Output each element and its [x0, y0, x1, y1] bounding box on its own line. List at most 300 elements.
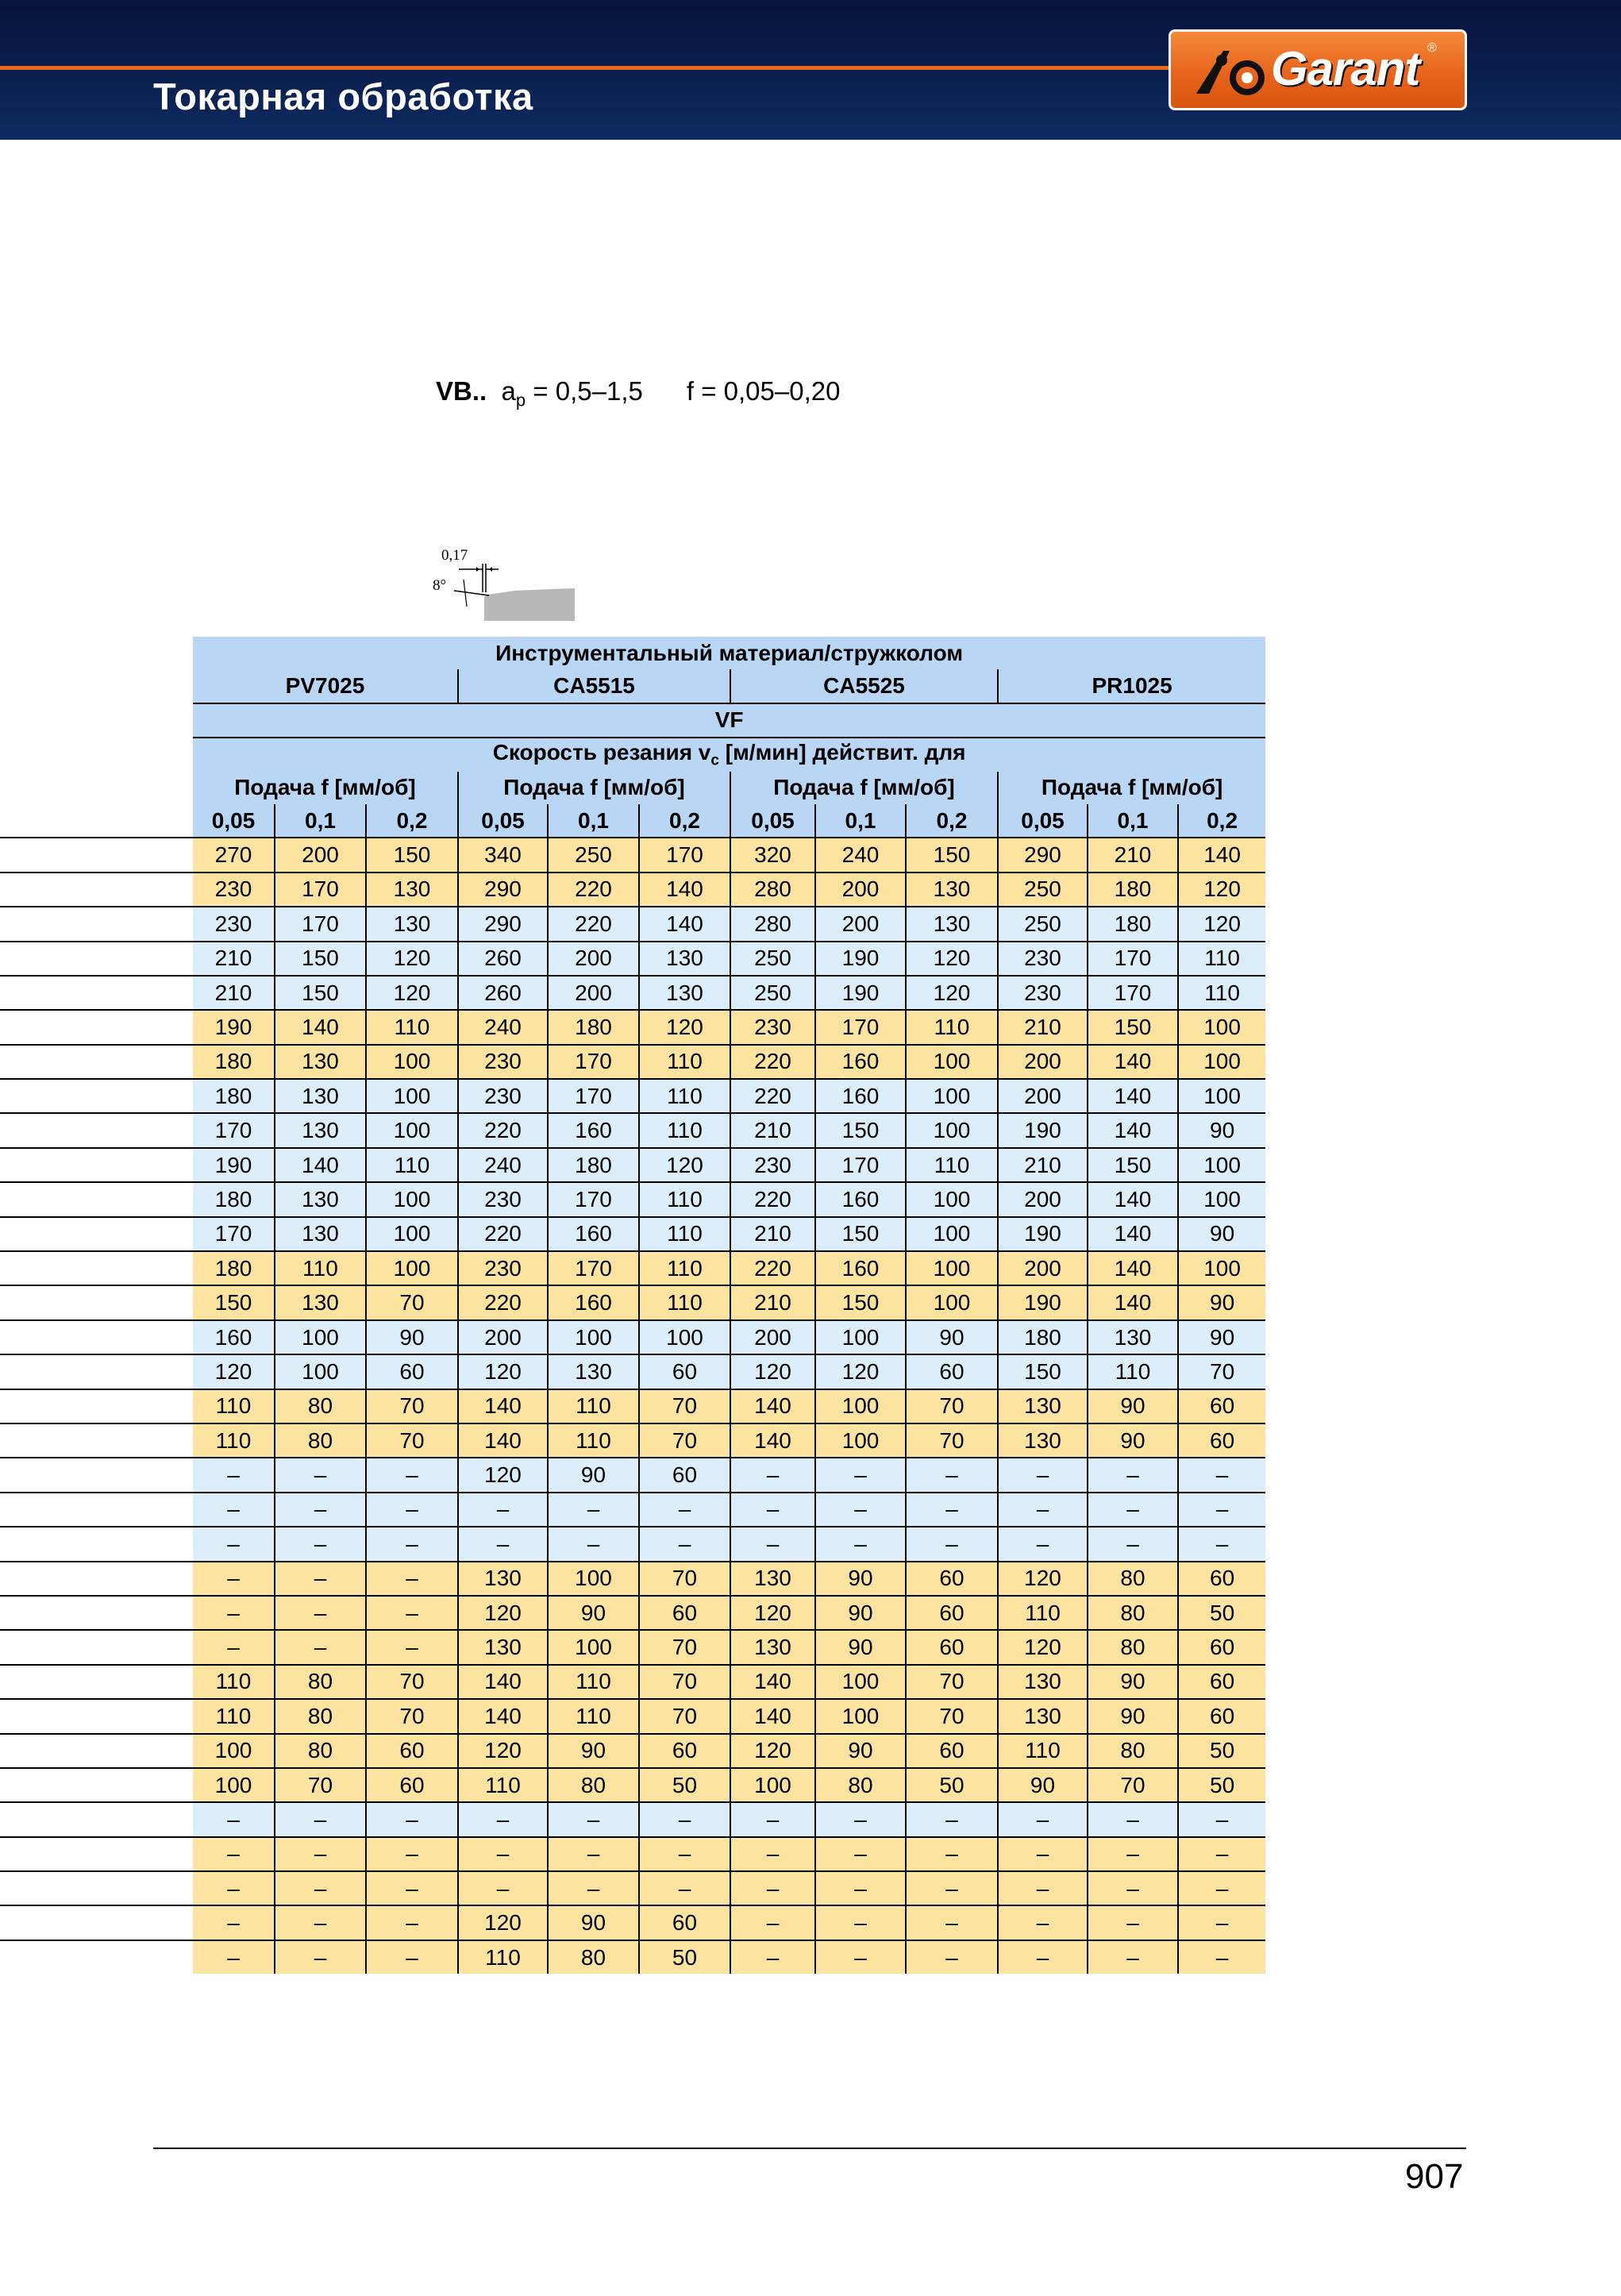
- table-cell: 110: [1178, 976, 1265, 1010]
- table-cell: –: [998, 1527, 1088, 1561]
- table-cell: –: [906, 1871, 998, 1905]
- table-cell: 130: [275, 1113, 366, 1147]
- table-cell: 100: [548, 1320, 639, 1354]
- table-cell: 60: [639, 1596, 730, 1630]
- table-cell: –: [639, 1802, 730, 1836]
- table-cell: 80: [1088, 1562, 1178, 1596]
- table-cell: –: [275, 1562, 366, 1596]
- table-cell: –: [193, 1905, 275, 1940]
- table-cell: 50: [1178, 1768, 1265, 1802]
- cutting-speed-table: [0, 637, 1265, 1974]
- table-cell: –: [998, 1802, 1088, 1836]
- row-spacer: [0, 1562, 193, 1596]
- table-cell: 250: [998, 907, 1088, 941]
- table-cell: 190: [193, 1010, 275, 1044]
- table-cell: 280: [730, 873, 815, 907]
- table-cell: 60: [639, 1734, 730, 1768]
- table-cell: 150: [815, 1285, 906, 1319]
- table-cell: 230: [458, 1251, 548, 1285]
- table-cell: 140: [730, 1665, 815, 1699]
- table-row: [0, 1182, 1265, 1216]
- table-cell: –: [193, 1940, 275, 1974]
- table-cell: 110: [639, 1285, 730, 1319]
- table-cell: 150: [998, 1354, 1088, 1389]
- feed-value: 0,1: [815, 804, 906, 838]
- table-cell: 100: [1178, 1045, 1265, 1079]
- table-cell: 70: [639, 1665, 730, 1699]
- table-cell: 60: [639, 1354, 730, 1389]
- feed-label: Подача f [мм/об]: [458, 772, 730, 804]
- table-row: [0, 1354, 1265, 1389]
- table-cell: 60: [639, 1458, 730, 1492]
- row-spacer: [0, 1217, 193, 1251]
- table-cell: 160: [548, 1113, 639, 1147]
- table-row: [0, 942, 1265, 976]
- table-cell: 60: [906, 1354, 998, 1389]
- table-cell: 190: [998, 1285, 1088, 1319]
- table-cell: 110: [193, 1699, 275, 1733]
- table-cell: –: [998, 1837, 1088, 1871]
- table-cell: 290: [998, 838, 1088, 872]
- table-cell: –: [906, 1802, 998, 1836]
- feed-value: 0,1: [275, 804, 366, 838]
- table-cell: 50: [639, 1940, 730, 1974]
- table-cell: 220: [458, 1285, 548, 1319]
- feed-value: 0,1: [548, 804, 639, 838]
- table-cell: 140: [1088, 1251, 1178, 1285]
- table-cell: 130: [1088, 1320, 1178, 1354]
- table-cell: 220: [730, 1251, 815, 1285]
- table-cell: –: [366, 1493, 458, 1527]
- table-cell: 210: [730, 1217, 815, 1251]
- table-cell: –: [1088, 1871, 1178, 1905]
- table-cell: –: [275, 1940, 366, 1974]
- table-cell: 70: [366, 1389, 458, 1423]
- table-cell: 90: [1088, 1699, 1178, 1733]
- table-cell: 250: [548, 838, 639, 872]
- table-cell: –: [366, 1905, 458, 1940]
- table-cell: –: [458, 1493, 548, 1527]
- table-row: [0, 1251, 1265, 1285]
- table-cell: 120: [458, 1905, 548, 1940]
- table-cell: 140: [458, 1389, 548, 1423]
- table-cell: 100: [906, 1251, 998, 1285]
- table-cell: 200: [548, 942, 639, 976]
- table-cell: 170: [275, 907, 366, 941]
- table-cell: 70: [366, 1423, 458, 1458]
- row-spacer: [0, 1320, 193, 1354]
- page-number: 907: [1405, 2157, 1464, 2196]
- table-cell: 210: [998, 1010, 1088, 1044]
- table-cell: 100: [815, 1699, 906, 1733]
- table-cell: –: [275, 1802, 366, 1836]
- feed-value: 0,05: [458, 804, 548, 838]
- table-cell: 170: [548, 1079, 639, 1113]
- table-cell: 140: [458, 1699, 548, 1733]
- table-cell: 220: [548, 907, 639, 941]
- table-cell: 110: [639, 1182, 730, 1216]
- tool-logo-icon: [1192, 46, 1271, 98]
- table-cell: 210: [193, 976, 275, 1010]
- table-cell: 270: [193, 838, 275, 872]
- speed-label: [193, 738, 1265, 771]
- table-cell: 100: [815, 1665, 906, 1699]
- table-cell: 100: [906, 1285, 998, 1319]
- table-cell: –: [193, 1837, 275, 1871]
- table-cell: 70: [639, 1630, 730, 1664]
- table-cell: –: [998, 1871, 1088, 1905]
- table-row: [0, 873, 1265, 907]
- table-cell: 140: [1088, 1079, 1178, 1113]
- table-cell: –: [730, 1802, 815, 1836]
- table-cell: 60: [366, 1354, 458, 1389]
- feed-value: 0,2: [366, 804, 458, 838]
- table-cell: –: [275, 1527, 366, 1561]
- table-cell: 210: [193, 942, 275, 976]
- table-cell: 120: [730, 1596, 815, 1630]
- table-title-row: [0, 637, 1265, 669]
- table-cell: 110: [193, 1665, 275, 1699]
- table-cell: 180: [193, 1079, 275, 1113]
- table-row: [0, 1699, 1265, 1733]
- table-row: [0, 1493, 1265, 1527]
- table-cell: 100: [1178, 1010, 1265, 1044]
- table-cell: 60: [366, 1768, 458, 1802]
- table-cell: 90: [1178, 1217, 1265, 1251]
- table-cell: 120: [998, 1630, 1088, 1664]
- table-cell: 230: [458, 1079, 548, 1113]
- table-cell: –: [193, 1562, 275, 1596]
- table-cell: 50: [1178, 1734, 1265, 1768]
- table-cell: 180: [998, 1320, 1088, 1354]
- feed-values-row: [0, 804, 1265, 838]
- table-cell: –: [193, 1630, 275, 1664]
- table-row: [0, 1079, 1265, 1113]
- table-cell: –: [815, 1905, 906, 1940]
- table-cell: 80: [548, 1768, 639, 1802]
- table-cell: 170: [548, 1251, 639, 1285]
- logo-text: Garant: [1271, 42, 1420, 95]
- feed-label-row: [0, 772, 1265, 804]
- table-cell: –: [1088, 1493, 1178, 1527]
- table-cell: 110: [639, 1217, 730, 1251]
- table-cell: 200: [998, 1079, 1088, 1113]
- feed-value: 0,2: [906, 804, 998, 838]
- row-spacer: [0, 1940, 193, 1974]
- table-cell: 110: [548, 1699, 639, 1733]
- table-cell: 130: [730, 1630, 815, 1664]
- ap-subscript: p: [515, 390, 526, 410]
- insert-code: VB..: [436, 376, 487, 406]
- table-cell: 60: [906, 1596, 998, 1630]
- table-cell: –: [815, 1940, 906, 1974]
- table-row: [0, 1423, 1265, 1458]
- table-cell: 190: [815, 942, 906, 976]
- table-cell: 70: [639, 1699, 730, 1733]
- table-cell: –: [906, 1837, 998, 1871]
- table-cell: 70: [1088, 1768, 1178, 1802]
- table-row: [0, 1802, 1265, 1836]
- table-cell: 80: [1088, 1734, 1178, 1768]
- table-cell: 170: [548, 1182, 639, 1216]
- table-cell: 220: [730, 1182, 815, 1216]
- table-cell: 120: [193, 1354, 275, 1389]
- table-cell: –: [1088, 1905, 1178, 1940]
- table-cell: 160: [548, 1217, 639, 1251]
- table-cell: 100: [548, 1630, 639, 1664]
- table-row: [0, 1940, 1265, 1974]
- table-cell: 230: [730, 1010, 815, 1044]
- table-cell: 240: [458, 1148, 548, 1182]
- table-cell: 200: [548, 976, 639, 1010]
- table-cell: 180: [193, 1045, 275, 1079]
- row-spacer: [0, 1113, 193, 1147]
- row-spacer: [0, 1493, 193, 1527]
- table-cell: 80: [275, 1734, 366, 1768]
- table-cell: 90: [998, 1768, 1088, 1802]
- table-cell: 250: [998, 873, 1088, 907]
- table-cell: 110: [906, 1148, 998, 1182]
- table-cell: 100: [730, 1768, 815, 1802]
- table-cell: –: [458, 1802, 548, 1836]
- table-cell: –: [193, 1871, 275, 1905]
- dimension-width-label: 0,17: [441, 547, 468, 564]
- table-row: [0, 907, 1265, 941]
- table-cell: 170: [815, 1148, 906, 1182]
- table-cell: –: [815, 1802, 906, 1836]
- table-cell: –: [815, 1837, 906, 1871]
- material-header: PV7025: [193, 669, 458, 703]
- table-cell: 90: [815, 1734, 906, 1768]
- table-cell: 100: [1178, 1251, 1265, 1285]
- table-cell: 90: [1088, 1423, 1178, 1458]
- table-cell: 230: [458, 1182, 548, 1216]
- table-cell: –: [998, 1493, 1088, 1527]
- row-spacer: [0, 1837, 193, 1871]
- table-cell: 70: [366, 1285, 458, 1319]
- speed-label-row: [0, 738, 1265, 771]
- footer-divider: [153, 2148, 1466, 2149]
- table-cell: –: [1088, 1940, 1178, 1974]
- row-spacer: [0, 1699, 193, 1733]
- table-cell: 120: [458, 1354, 548, 1389]
- table-cell: 110: [458, 1768, 548, 1802]
- table-cell: 280: [730, 907, 815, 941]
- table-cell: 140: [458, 1665, 548, 1699]
- table-cell: –: [1178, 1871, 1265, 1905]
- table-cell: 170: [193, 1113, 275, 1147]
- table-cell: 150: [906, 838, 998, 872]
- row-spacer: [0, 1768, 193, 1802]
- feed-value: 0,1: [1088, 804, 1178, 838]
- material-header: CA5515: [458, 669, 730, 703]
- table-cell: 90: [906, 1320, 998, 1354]
- table-cell: 120: [998, 1562, 1088, 1596]
- table-cell: 180: [193, 1182, 275, 1216]
- table-cell: 290: [458, 907, 548, 941]
- ap-value: = 0,5–1,5: [526, 376, 643, 406]
- table-cell: –: [275, 1596, 366, 1630]
- table-cell: 90: [548, 1596, 639, 1630]
- table-cell: –: [639, 1493, 730, 1527]
- table-cell: 220: [458, 1113, 548, 1147]
- feed-label: Подача f [мм/об]: [193, 772, 458, 804]
- table-cell: 70: [275, 1768, 366, 1802]
- feed-range: f = 0,05–0,20: [686, 376, 841, 406]
- garant-logo: [1169, 29, 1467, 110]
- table-cell: 70: [366, 1699, 458, 1733]
- table-cell: 100: [366, 1182, 458, 1216]
- material-row: [0, 669, 1265, 703]
- table-cell: –: [275, 1837, 366, 1871]
- chipbreaker-row: [0, 703, 1265, 738]
- row-spacer: [0, 1148, 193, 1182]
- table-cell: 100: [1178, 1079, 1265, 1113]
- table-cell: 90: [548, 1734, 639, 1768]
- table-cell: 110: [548, 1423, 639, 1458]
- table-cell: –: [548, 1493, 639, 1527]
- table-cell: –: [193, 1527, 275, 1561]
- table-cell: 100: [1178, 1182, 1265, 1216]
- material-header: PR1025: [998, 669, 1265, 703]
- table-cell: 130: [275, 1045, 366, 1079]
- table-cell: –: [275, 1493, 366, 1527]
- table-row: [0, 1768, 1265, 1802]
- table-cell: 170: [1088, 942, 1178, 976]
- table-cell: 90: [548, 1458, 639, 1492]
- table-cell: 60: [639, 1905, 730, 1940]
- table-cell: 70: [639, 1423, 730, 1458]
- table-cell: 180: [1088, 907, 1178, 941]
- table-cell: –: [1178, 1493, 1265, 1527]
- row-spacer: [0, 1734, 193, 1768]
- row-spacer: [0, 1630, 193, 1664]
- table-cell: 100: [548, 1562, 639, 1596]
- row-spacer: [0, 1182, 193, 1216]
- table-cell: –: [548, 1837, 639, 1871]
- table-cell: 180: [548, 1010, 639, 1044]
- table-cell: 100: [906, 1079, 998, 1113]
- table-cell: 190: [815, 976, 906, 1010]
- table-cell: 130: [639, 942, 730, 976]
- table-cell: –: [1178, 1527, 1265, 1561]
- table-cell: 50: [1178, 1596, 1265, 1630]
- table-cell: –: [730, 1940, 815, 1974]
- table-cell: 50: [906, 1768, 998, 1802]
- table-cell: –: [366, 1458, 458, 1492]
- table-cell: –: [366, 1802, 458, 1836]
- table-cell: 110: [366, 1148, 458, 1182]
- speed-label-suffix: [м/мин] действит. для: [718, 740, 966, 765]
- table-cell: 130: [275, 1079, 366, 1113]
- table-cell: –: [548, 1802, 639, 1836]
- table-row: [0, 1665, 1265, 1699]
- table-cell: –: [730, 1493, 815, 1527]
- table-cell: 120: [458, 1734, 548, 1768]
- table-cell: 110: [193, 1389, 275, 1423]
- table-row: [0, 1458, 1265, 1492]
- row-spacer: [0, 942, 193, 976]
- table-cell: 110: [998, 1734, 1088, 1768]
- table-cell: 110: [366, 1010, 458, 1044]
- table-cell: 130: [548, 1354, 639, 1389]
- row-spacer: [0, 1905, 193, 1940]
- table-cell: –: [998, 1905, 1088, 1940]
- row-spacer: [0, 873, 193, 907]
- table-cell: 130: [998, 1699, 1088, 1733]
- dimension-angle-label: 8°: [433, 577, 447, 594]
- row-spacer: [0, 1871, 193, 1905]
- table-cell: 120: [458, 1596, 548, 1630]
- table-cell: –: [639, 1837, 730, 1871]
- table-cell: –: [193, 1802, 275, 1836]
- table-cell: –: [1178, 1905, 1265, 1940]
- table-cell: 180: [193, 1251, 275, 1285]
- table-cell: 130: [366, 873, 458, 907]
- table-cell: 100: [906, 1217, 998, 1251]
- feed-value: 0,2: [1178, 804, 1265, 838]
- table-cell: 140: [639, 873, 730, 907]
- table-cell: 110: [906, 1010, 998, 1044]
- table-cell: 100: [366, 1251, 458, 1285]
- table-cell: 100: [366, 1045, 458, 1079]
- table-cell: 130: [275, 1217, 366, 1251]
- table-cell: 200: [730, 1320, 815, 1354]
- table-cell: –: [815, 1871, 906, 1905]
- table-cell: 130: [998, 1389, 1088, 1423]
- table-cell: 110: [639, 1113, 730, 1147]
- table-cell: 90: [1178, 1285, 1265, 1319]
- table-cell: 60: [1178, 1630, 1265, 1664]
- table-cell: 130: [366, 907, 458, 941]
- table-cell: 60: [906, 1562, 998, 1596]
- table-cell: 200: [458, 1320, 548, 1354]
- table-cell: 160: [815, 1045, 906, 1079]
- table-cell: 340: [458, 838, 548, 872]
- table-cell: 240: [458, 1010, 548, 1044]
- table-cell: 90: [548, 1905, 639, 1940]
- table-row: [0, 1596, 1265, 1630]
- table-cell: 200: [998, 1045, 1088, 1079]
- table-cell: –: [906, 1905, 998, 1940]
- table-cell: 100: [366, 1079, 458, 1113]
- table-cell: 170: [193, 1217, 275, 1251]
- table-cell: –: [998, 1458, 1088, 1492]
- table-cell: 50: [639, 1768, 730, 1802]
- table-row: [0, 1905, 1265, 1940]
- table-cell: –: [815, 1527, 906, 1561]
- table-cell: 170: [275, 873, 366, 907]
- feed-value: 0,05: [730, 804, 815, 838]
- table-row: [0, 1871, 1265, 1905]
- table-cell: 130: [998, 1665, 1088, 1699]
- table-cell: 110: [458, 1940, 548, 1974]
- table-cell: 140: [1088, 1217, 1178, 1251]
- table-cell: 130: [275, 1285, 366, 1319]
- table-cell: 100: [639, 1320, 730, 1354]
- table-cell: 90: [1088, 1389, 1178, 1423]
- table-cell: 100: [815, 1320, 906, 1354]
- table-cell: 230: [458, 1045, 548, 1079]
- table-cell: 70: [1178, 1354, 1265, 1389]
- table-cell: –: [906, 1458, 998, 1492]
- table-title: Инструментальный материал/стружколом: [193, 637, 1265, 669]
- table-cell: 90: [815, 1596, 906, 1630]
- table-cell: 100: [815, 1389, 906, 1423]
- table-cell: –: [906, 1527, 998, 1561]
- table-cell: 90: [815, 1630, 906, 1664]
- row-spacer: [0, 838, 193, 872]
